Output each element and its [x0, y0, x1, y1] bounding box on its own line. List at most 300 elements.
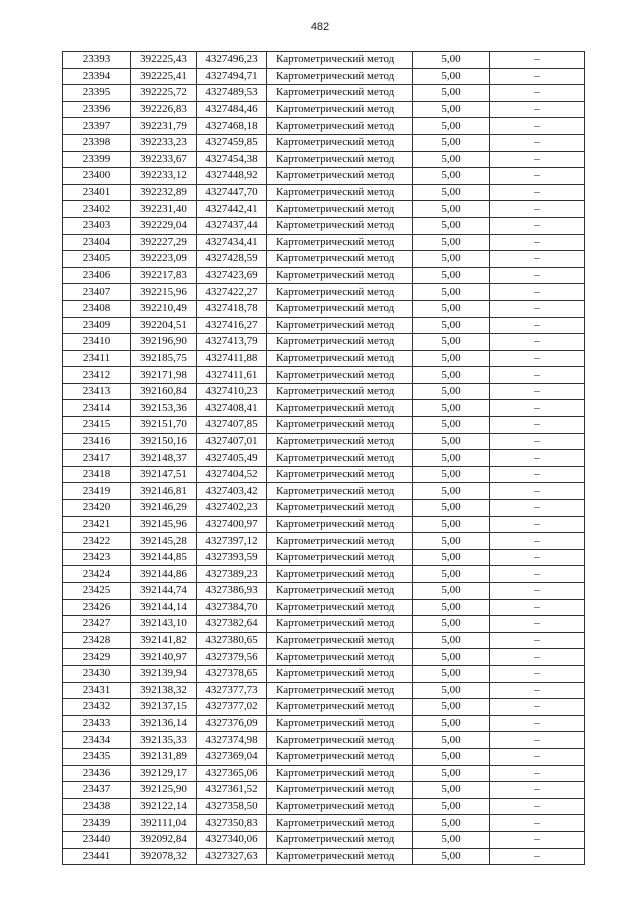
x-coordinate-cell: 392092,84 — [131, 831, 197, 848]
y-coordinate-cell: 4327408,41 — [197, 400, 267, 417]
description-cell: – — [490, 782, 585, 799]
x-coordinate-cell: 392138,32 — [131, 682, 197, 699]
table-row — [63, 483, 585, 500]
method-cell: Картометрический метод — [267, 317, 413, 334]
description-cell: – — [490, 483, 585, 500]
point-number-cell: 23425 — [63, 583, 131, 600]
y-coordinate-cell: 4327422,27 — [197, 284, 267, 301]
method-cell: Картометрический метод — [267, 184, 413, 201]
y-coordinate-cell: 4327418,78 — [197, 300, 267, 317]
y-coordinate-cell: 4327402,23 — [197, 500, 267, 517]
table-row — [63, 300, 585, 317]
y-coordinate-cell: 4327407,01 — [197, 433, 267, 450]
accuracy-cell: 5,00 — [413, 699, 490, 716]
point-number-cell: 23408 — [63, 300, 131, 317]
description-cell: – — [490, 85, 585, 102]
point-number-cell: 23441 — [63, 848, 131, 865]
y-coordinate-cell: 4327384,70 — [197, 599, 267, 616]
x-coordinate-cell: 392223,09 — [131, 251, 197, 268]
description-cell: – — [490, 599, 585, 616]
description-cell: – — [490, 101, 585, 118]
y-coordinate-cell: 4327459,85 — [197, 134, 267, 151]
accuracy-cell: 5,00 — [413, 251, 490, 268]
y-coordinate-cell: 4327407,85 — [197, 417, 267, 434]
point-number-cell: 23418 — [63, 466, 131, 483]
method-cell: Картометрический метод — [267, 815, 413, 832]
description-cell: – — [490, 632, 585, 649]
page-number: 482 — [310, 21, 330, 33]
accuracy-cell: 5,00 — [413, 284, 490, 301]
method-cell: Картометрический метод — [267, 682, 413, 699]
point-number-cell: 23393 — [63, 52, 131, 69]
y-coordinate-cell: 4327454,38 — [197, 151, 267, 168]
method-cell: Картометрический метод — [267, 217, 413, 234]
accuracy-cell: 5,00 — [413, 85, 490, 102]
x-coordinate-cell: 392231,79 — [131, 118, 197, 135]
y-coordinate-cell: 4327380,65 — [197, 632, 267, 649]
y-coordinate-cell: 4327448,92 — [197, 168, 267, 185]
description-cell: – — [490, 433, 585, 450]
accuracy-cell: 5,00 — [413, 350, 490, 367]
y-coordinate-cell: 4327365,06 — [197, 765, 267, 782]
method-cell: Картометрический метод — [267, 831, 413, 848]
accuracy-cell: 5,00 — [413, 300, 490, 317]
point-number-cell: 23434 — [63, 732, 131, 749]
table-row — [63, 52, 585, 69]
y-coordinate-cell: 4327410,23 — [197, 383, 267, 400]
y-coordinate-cell: 4327496,23 — [197, 52, 267, 69]
description-cell: – — [490, 201, 585, 218]
x-coordinate-cell: 392078,32 — [131, 848, 197, 865]
description-cell: – — [490, 168, 585, 185]
table-row — [63, 798, 585, 815]
y-coordinate-cell: 4327386,93 — [197, 583, 267, 600]
point-number-cell: 23433 — [63, 715, 131, 732]
accuracy-cell: 5,00 — [413, 400, 490, 417]
point-number-cell: 23398 — [63, 134, 131, 151]
method-cell: Картометрический метод — [267, 68, 413, 85]
table-row — [63, 168, 585, 185]
point-number-cell: 23431 — [63, 682, 131, 699]
method-cell: Картометрический метод — [267, 367, 413, 384]
accuracy-cell: 5,00 — [413, 583, 490, 600]
y-coordinate-cell: 4327400,97 — [197, 516, 267, 533]
method-cell: Картометрический метод — [267, 168, 413, 185]
table-row — [63, 317, 585, 334]
method-cell: Картометрический метод — [267, 251, 413, 268]
accuracy-cell: 5,00 — [413, 367, 490, 384]
y-coordinate-cell: 4327411,88 — [197, 350, 267, 367]
y-coordinate-cell: 4327404,52 — [197, 466, 267, 483]
accuracy-cell: 5,00 — [413, 52, 490, 69]
method-cell: Картометрический метод — [267, 715, 413, 732]
x-coordinate-cell: 392140,97 — [131, 649, 197, 666]
x-coordinate-cell: 392153,36 — [131, 400, 197, 417]
x-coordinate-cell: 392135,33 — [131, 732, 197, 749]
method-cell: Картометрический метод — [267, 616, 413, 633]
y-coordinate-cell: 4327382,64 — [197, 616, 267, 633]
x-coordinate-cell: 392231,40 — [131, 201, 197, 218]
accuracy-cell: 5,00 — [413, 533, 490, 550]
point-number-cell: 23395 — [63, 85, 131, 102]
table-row — [63, 848, 585, 865]
description-cell: – — [490, 234, 585, 251]
y-coordinate-cell: 4327413,79 — [197, 334, 267, 351]
y-coordinate-cell: 4327489,53 — [197, 85, 267, 102]
table-row — [63, 201, 585, 218]
y-coordinate-cell: 4327447,70 — [197, 184, 267, 201]
method-cell: Картометрический метод — [267, 300, 413, 317]
method-cell: Картометрический метод — [267, 748, 413, 765]
y-coordinate-cell: 4327327,63 — [197, 848, 267, 865]
method-cell: Картометрический метод — [267, 632, 413, 649]
point-number-cell: 23414 — [63, 400, 131, 417]
description-cell: – — [490, 765, 585, 782]
table-row — [63, 450, 585, 467]
table-row — [63, 466, 585, 483]
x-coordinate-cell: 392196,90 — [131, 334, 197, 351]
table-row — [63, 765, 585, 782]
table-row — [63, 500, 585, 517]
table-row — [63, 350, 585, 367]
y-coordinate-cell: 4327389,23 — [197, 566, 267, 583]
point-number-cell: 23437 — [63, 782, 131, 799]
table-row — [63, 367, 585, 384]
x-coordinate-cell: 392171,98 — [131, 367, 197, 384]
x-coordinate-cell: 392147,51 — [131, 466, 197, 483]
accuracy-cell: 5,00 — [413, 68, 490, 85]
method-cell: Картометрический метод — [267, 583, 413, 600]
description-cell: – — [490, 400, 585, 417]
description-cell: – — [490, 68, 585, 85]
x-coordinate-cell: 392122,14 — [131, 798, 197, 815]
accuracy-cell: 5,00 — [413, 433, 490, 450]
y-coordinate-cell: 4327377,02 — [197, 699, 267, 716]
method-cell: Картометрический метод — [267, 533, 413, 550]
method-cell: Картометрический метод — [267, 201, 413, 218]
table-row — [63, 815, 585, 832]
table-row — [63, 649, 585, 666]
point-number-cell: 23411 — [63, 350, 131, 367]
table-row — [63, 417, 585, 434]
x-coordinate-cell: 392136,14 — [131, 715, 197, 732]
table-row — [63, 334, 585, 351]
method-cell: Картометрический метод — [267, 151, 413, 168]
method-cell: Картометрический метод — [267, 466, 413, 483]
y-coordinate-cell: 4327377,73 — [197, 682, 267, 699]
table-row — [63, 566, 585, 583]
x-coordinate-cell: 392215,96 — [131, 284, 197, 301]
x-coordinate-cell: 392145,96 — [131, 516, 197, 533]
description-cell: – — [490, 118, 585, 135]
table-row — [63, 599, 585, 616]
description-cell: – — [490, 317, 585, 334]
x-coordinate-cell: 392233,67 — [131, 151, 197, 168]
table-row — [63, 533, 585, 550]
table-row — [63, 682, 585, 699]
method-cell: Картометрический метод — [267, 400, 413, 417]
point-number-cell: 23424 — [63, 566, 131, 583]
x-coordinate-cell: 392150,16 — [131, 433, 197, 450]
accuracy-cell: 5,00 — [413, 649, 490, 666]
y-coordinate-cell: 4327423,69 — [197, 267, 267, 284]
table-row — [63, 251, 585, 268]
x-coordinate-cell: 392131,89 — [131, 748, 197, 765]
method-cell: Картометрический метод — [267, 383, 413, 400]
accuracy-cell: 5,00 — [413, 267, 490, 284]
y-coordinate-cell: 4327405,49 — [197, 450, 267, 467]
x-coordinate-cell: 392160,84 — [131, 383, 197, 400]
point-number-cell: 23430 — [63, 665, 131, 682]
point-number-cell: 23413 — [63, 383, 131, 400]
point-number-cell: 23426 — [63, 599, 131, 616]
point-number-cell: 23407 — [63, 284, 131, 301]
description-cell: – — [490, 699, 585, 716]
x-coordinate-cell: 392137,15 — [131, 699, 197, 716]
table-row — [63, 632, 585, 649]
accuracy-cell: 5,00 — [413, 168, 490, 185]
description-cell: – — [490, 682, 585, 699]
point-number-cell: 23406 — [63, 267, 131, 284]
y-coordinate-cell: 4327393,59 — [197, 549, 267, 566]
point-number-cell: 23404 — [63, 234, 131, 251]
accuracy-cell: 5,00 — [413, 798, 490, 815]
description-cell: – — [490, 500, 585, 517]
y-coordinate-cell: 4327403,42 — [197, 483, 267, 500]
x-coordinate-cell: 392146,29 — [131, 500, 197, 517]
point-number-cell: 23423 — [63, 549, 131, 566]
point-number-cell: 23419 — [63, 483, 131, 500]
point-number-cell: 23402 — [63, 201, 131, 218]
x-coordinate-cell: 392217,83 — [131, 267, 197, 284]
accuracy-cell: 5,00 — [413, 217, 490, 234]
y-coordinate-cell: 4327374,98 — [197, 732, 267, 749]
method-cell: Картометрический метод — [267, 549, 413, 566]
accuracy-cell: 5,00 — [413, 417, 490, 434]
point-number-cell: 23400 — [63, 168, 131, 185]
table-row — [63, 699, 585, 716]
y-coordinate-cell: 4327437,44 — [197, 217, 267, 234]
accuracy-cell: 5,00 — [413, 134, 490, 151]
x-coordinate-cell: 392111,04 — [131, 815, 197, 832]
description-cell: – — [490, 516, 585, 533]
method-cell: Картометрический метод — [267, 118, 413, 135]
x-coordinate-cell: 392143,10 — [131, 616, 197, 633]
accuracy-cell: 5,00 — [413, 732, 490, 749]
x-coordinate-cell: 392225,41 — [131, 68, 197, 85]
accuracy-cell: 5,00 — [413, 450, 490, 467]
x-coordinate-cell: 392185,75 — [131, 350, 197, 367]
x-coordinate-cell: 392227,29 — [131, 234, 197, 251]
accuracy-cell: 5,00 — [413, 317, 490, 334]
table-row — [63, 118, 585, 135]
description-cell: – — [490, 649, 585, 666]
accuracy-cell: 5,00 — [413, 782, 490, 799]
description-cell: – — [490, 450, 585, 467]
table-row — [63, 234, 585, 251]
table-row — [63, 217, 585, 234]
accuracy-cell: 5,00 — [413, 234, 490, 251]
table-row — [63, 583, 585, 600]
method-cell: Картометрический метод — [267, 516, 413, 533]
x-coordinate-cell: 392129,17 — [131, 765, 197, 782]
coordinates-table-body — [63, 52, 585, 865]
accuracy-cell: 5,00 — [413, 500, 490, 517]
description-cell: – — [490, 217, 585, 234]
table-row — [63, 433, 585, 450]
x-coordinate-cell: 392139,94 — [131, 665, 197, 682]
y-coordinate-cell: 4327494,71 — [197, 68, 267, 85]
x-coordinate-cell: 392229,04 — [131, 217, 197, 234]
table-row — [63, 134, 585, 151]
point-number-cell: 23397 — [63, 118, 131, 135]
y-coordinate-cell: 4327350,83 — [197, 815, 267, 832]
accuracy-cell: 5,00 — [413, 101, 490, 118]
accuracy-cell: 5,00 — [413, 765, 490, 782]
x-coordinate-cell: 392233,23 — [131, 134, 197, 151]
table-row — [63, 101, 585, 118]
method-cell: Картометрический метод — [267, 101, 413, 118]
method-cell: Картометрический метод — [267, 334, 413, 351]
description-cell: – — [490, 184, 585, 201]
y-coordinate-cell: 4327358,50 — [197, 798, 267, 815]
method-cell: Картометрический метод — [267, 483, 413, 500]
y-coordinate-cell: 4327397,12 — [197, 533, 267, 550]
accuracy-cell: 5,00 — [413, 483, 490, 500]
accuracy-cell: 5,00 — [413, 632, 490, 649]
description-cell: – — [490, 417, 585, 434]
accuracy-cell: 5,00 — [413, 151, 490, 168]
x-coordinate-cell: 392145,28 — [131, 533, 197, 550]
method-cell: Картометрический метод — [267, 765, 413, 782]
accuracy-cell: 5,00 — [413, 334, 490, 351]
description-cell: – — [490, 665, 585, 682]
table-row — [63, 549, 585, 566]
description-cell: – — [490, 466, 585, 483]
y-coordinate-cell: 4327484,46 — [197, 101, 267, 118]
accuracy-cell: 5,00 — [413, 665, 490, 682]
description-cell: – — [490, 267, 585, 284]
description-cell: – — [490, 748, 585, 765]
x-coordinate-cell: 392233,12 — [131, 168, 197, 185]
point-number-cell: 23399 — [63, 151, 131, 168]
x-coordinate-cell: 392232,89 — [131, 184, 197, 201]
accuracy-cell: 5,00 — [413, 383, 490, 400]
description-cell: – — [490, 284, 585, 301]
table-row — [63, 400, 585, 417]
accuracy-cell: 5,00 — [413, 682, 490, 699]
point-number-cell: 23440 — [63, 831, 131, 848]
method-cell: Картометрический метод — [267, 798, 413, 815]
y-coordinate-cell: 4327442,41 — [197, 201, 267, 218]
x-coordinate-cell: 392225,43 — [131, 52, 197, 69]
table-row — [63, 151, 585, 168]
point-number-cell: 23412 — [63, 367, 131, 384]
method-cell: Картометрический метод — [267, 566, 413, 583]
description-cell: – — [490, 533, 585, 550]
method-cell: Картометрический метод — [267, 52, 413, 69]
table-row — [63, 748, 585, 765]
table-row — [63, 184, 585, 201]
y-coordinate-cell: 4327428,59 — [197, 251, 267, 268]
x-coordinate-cell: 392204,51 — [131, 317, 197, 334]
description-cell: – — [490, 134, 585, 151]
method-cell: Картометрический метод — [267, 665, 413, 682]
description-cell: – — [490, 798, 585, 815]
x-coordinate-cell: 392226,83 — [131, 101, 197, 118]
description-cell: – — [490, 300, 585, 317]
point-number-cell: 23394 — [63, 68, 131, 85]
accuracy-cell: 5,00 — [413, 118, 490, 135]
method-cell: Картометрический метод — [267, 284, 413, 301]
x-coordinate-cell: 392210,49 — [131, 300, 197, 317]
x-coordinate-cell: 392141,82 — [131, 632, 197, 649]
y-coordinate-cell: 4327376,09 — [197, 715, 267, 732]
method-cell: Картометрический метод — [267, 848, 413, 865]
method-cell: Картометрический метод — [267, 234, 413, 251]
point-number-cell: 23409 — [63, 317, 131, 334]
point-number-cell: 23396 — [63, 101, 131, 118]
point-number-cell: 23417 — [63, 450, 131, 467]
method-cell: Картометрический метод — [267, 782, 413, 799]
accuracy-cell: 5,00 — [413, 516, 490, 533]
table-row — [63, 68, 585, 85]
accuracy-cell: 5,00 — [413, 831, 490, 848]
accuracy-cell: 5,00 — [413, 184, 490, 201]
description-cell: – — [490, 831, 585, 848]
point-number-cell: 23427 — [63, 616, 131, 633]
method-cell: Картометрический метод — [267, 732, 413, 749]
point-number-cell: 23401 — [63, 184, 131, 201]
point-number-cell: 23420 — [63, 500, 131, 517]
y-coordinate-cell: 4327416,27 — [197, 317, 267, 334]
point-number-cell: 23432 — [63, 699, 131, 716]
x-coordinate-cell: 392144,74 — [131, 583, 197, 600]
description-cell: – — [490, 549, 585, 566]
accuracy-cell: 5,00 — [413, 748, 490, 765]
point-number-cell: 23403 — [63, 217, 131, 234]
table-row — [63, 267, 585, 284]
table-row — [63, 516, 585, 533]
point-number-cell: 23438 — [63, 798, 131, 815]
accuracy-cell: 5,00 — [413, 616, 490, 633]
table-row — [63, 782, 585, 799]
point-number-cell: 23436 — [63, 765, 131, 782]
method-cell: Картометрический метод — [267, 699, 413, 716]
table-row — [63, 85, 585, 102]
description-cell: – — [490, 151, 585, 168]
accuracy-cell: 5,00 — [413, 715, 490, 732]
description-cell: – — [490, 367, 585, 384]
description-cell: – — [490, 848, 585, 865]
y-coordinate-cell: 4327468,18 — [197, 118, 267, 135]
x-coordinate-cell: 392148,37 — [131, 450, 197, 467]
y-coordinate-cell: 4327340,06 — [197, 831, 267, 848]
table-row — [63, 831, 585, 848]
point-number-cell: 23428 — [63, 632, 131, 649]
table-row — [63, 732, 585, 749]
accuracy-cell: 5,00 — [413, 566, 490, 583]
y-coordinate-cell: 4327369,04 — [197, 748, 267, 765]
point-number-cell: 23415 — [63, 417, 131, 434]
point-number-cell: 23429 — [63, 649, 131, 666]
table-row — [63, 715, 585, 732]
x-coordinate-cell: 392225,72 — [131, 85, 197, 102]
method-cell: Картометрический метод — [267, 599, 413, 616]
x-coordinate-cell: 392144,14 — [131, 599, 197, 616]
description-cell: – — [490, 251, 585, 268]
table-row — [63, 284, 585, 301]
